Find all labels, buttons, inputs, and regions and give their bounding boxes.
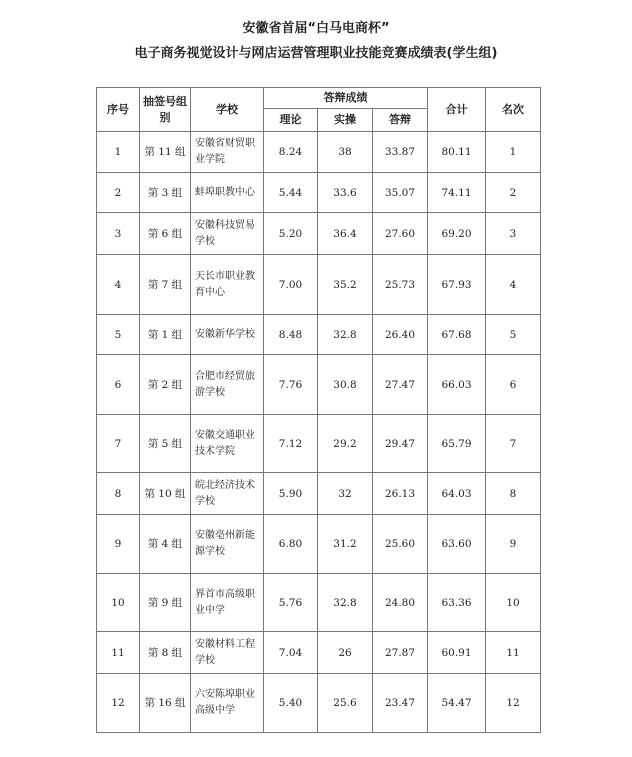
cell-school: 天长市职业教育中心 xyxy=(191,255,264,315)
table-row xyxy=(97,132,541,173)
cell-school: 六安陈埠职业高级中学 xyxy=(191,674,264,733)
cell-answer: 24.80 xyxy=(373,574,428,632)
cell-group: 第 5 组 xyxy=(140,415,191,473)
cell-index: 1 xyxy=(97,132,140,173)
cell-total: 80.11 xyxy=(428,132,486,173)
cell-answer: 27.60 xyxy=(373,213,428,255)
table-row xyxy=(97,674,541,733)
cell-group: 第 4 组 xyxy=(140,515,191,574)
cell-practice: 26 xyxy=(318,632,373,674)
cell-total: 74.11 xyxy=(428,173,486,213)
cell-total: 63.60 xyxy=(428,515,486,574)
cell-index: 11 xyxy=(97,632,140,674)
cell-index: 4 xyxy=(97,255,140,315)
cell-school: 蚌埠职教中心 xyxy=(191,173,264,213)
cell-group: 第 7 组 xyxy=(140,255,191,315)
header-defense: 答辩成绩 xyxy=(264,88,428,109)
cell-total: 69.20 xyxy=(428,213,486,255)
cell-answer: 27.47 xyxy=(373,355,428,415)
cell-practice: 31.2 xyxy=(318,515,373,574)
table-row xyxy=(97,415,541,473)
cell-group: 第 10 组 xyxy=(140,473,191,515)
cell-group: 第 9 组 xyxy=(140,574,191,632)
header-total: 合计 xyxy=(428,88,486,132)
cell-rank: 12 xyxy=(486,674,541,733)
cell-school: 界首市高级职业中学 xyxy=(191,574,264,632)
cell-practice: 33.6 xyxy=(318,173,373,213)
cell-school: 安徽新华学校 xyxy=(191,315,264,355)
cell-group: 第 16 组 xyxy=(140,674,191,733)
cell-school: 皖北经济技术学校 xyxy=(191,473,264,515)
cell-practice: 32.8 xyxy=(318,574,373,632)
cell-theory: 5.40 xyxy=(264,674,318,733)
cell-group: 第 6 组 xyxy=(140,213,191,255)
table-row xyxy=(97,255,541,315)
cell-school: 安徽交通职业技术学院 xyxy=(191,415,264,473)
cell-index: 8 xyxy=(97,473,140,515)
header-group: 抽签号组别 xyxy=(140,88,191,132)
table-row xyxy=(97,632,541,674)
cell-practice: 30.8 xyxy=(318,355,373,415)
cell-rank: 6 xyxy=(486,355,541,415)
cell-rank: 3 xyxy=(486,213,541,255)
cell-rank: 1 xyxy=(486,132,541,173)
cell-answer: 25.60 xyxy=(373,515,428,574)
cell-total: 64.03 xyxy=(428,473,486,515)
cell-index: 10 xyxy=(97,574,140,632)
cell-rank: 8 xyxy=(486,473,541,515)
cell-theory: 5.76 xyxy=(264,574,318,632)
cell-theory: 7.76 xyxy=(264,355,318,415)
cell-answer: 26.40 xyxy=(373,315,428,355)
cell-rank: 5 xyxy=(486,315,541,355)
cell-rank: 7 xyxy=(486,415,541,473)
cell-index: 6 xyxy=(97,355,140,415)
cell-rank: 11 xyxy=(486,632,541,674)
header-rank: 名次 xyxy=(486,88,541,132)
cell-theory: 6.80 xyxy=(264,515,318,574)
cell-answer: 29.47 xyxy=(373,415,428,473)
cell-total: 66.03 xyxy=(428,355,486,415)
cell-rank: 2 xyxy=(486,173,541,213)
cell-index: 3 xyxy=(97,213,140,255)
cell-total: 60.91 xyxy=(428,632,486,674)
cell-group: 第 8 组 xyxy=(140,632,191,674)
cell-group: 第 1 组 xyxy=(140,315,191,355)
cell-school: 安徽亳州新能源学校 xyxy=(191,515,264,574)
results-table xyxy=(96,87,541,733)
cell-theory: 5.44 xyxy=(264,173,318,213)
cell-theory: 8.24 xyxy=(264,132,318,173)
cell-theory: 5.90 xyxy=(264,473,318,515)
header-row xyxy=(97,88,541,109)
cell-group: 第 11 组 xyxy=(140,132,191,173)
cell-theory: 7.12 xyxy=(264,415,318,473)
table-row xyxy=(97,473,541,515)
header-school: 学校 xyxy=(191,88,264,132)
cell-answer: 33.87 xyxy=(373,132,428,173)
header-index: 序号 xyxy=(97,88,140,132)
cell-answer: 26.13 xyxy=(373,473,428,515)
cell-index: 9 xyxy=(97,515,140,574)
cell-rank: 4 xyxy=(486,255,541,315)
cell-total: 67.68 xyxy=(428,315,486,355)
cell-answer: 25.73 xyxy=(373,255,428,315)
cell-answer: 35.07 xyxy=(373,173,428,213)
table-row xyxy=(97,574,541,632)
table-row xyxy=(97,355,541,415)
cell-index: 12 xyxy=(97,674,140,733)
table-row xyxy=(97,173,541,213)
cell-practice: 25.6 xyxy=(318,674,373,733)
cell-rank: 9 xyxy=(486,515,541,574)
cell-school: 安徽省财贸职业学院 xyxy=(191,132,264,173)
cell-theory: 7.00 xyxy=(264,255,318,315)
cell-theory: 8.48 xyxy=(264,315,318,355)
cell-practice: 35.2 xyxy=(318,255,373,315)
cell-theory: 5.20 xyxy=(264,213,318,255)
document-subtitle: 电子商务视觉设计与网店运营管理职业技能竞赛成绩表(学生组) xyxy=(134,46,498,61)
cell-school: 合肥市经贸旅游学校 xyxy=(191,355,264,415)
table-row xyxy=(97,315,541,355)
header-practice: 实操 xyxy=(318,109,373,132)
cell-total: 63.36 xyxy=(428,574,486,632)
table-row xyxy=(97,213,541,255)
cell-rank: 10 xyxy=(486,574,541,632)
cell-index: 7 xyxy=(97,415,140,473)
cell-theory: 7.04 xyxy=(264,632,318,674)
header-answer: 答辩 xyxy=(373,109,428,132)
cell-index: 5 xyxy=(97,315,140,355)
cell-answer: 27.87 xyxy=(373,632,428,674)
cell-total: 54.47 xyxy=(428,674,486,733)
cell-group: 第 2 组 xyxy=(140,355,191,415)
cell-practice: 32.8 xyxy=(318,315,373,355)
document-title: 安徽省首届“白马电商杯” xyxy=(242,21,390,36)
cell-school: 安徽材料工程学校 xyxy=(191,632,264,674)
cell-total: 65.79 xyxy=(428,415,486,473)
table-row xyxy=(97,515,541,574)
cell-practice: 29.2 xyxy=(318,415,373,473)
cell-practice: 32 xyxy=(318,473,373,515)
cell-index: 2 xyxy=(97,173,140,213)
cell-practice: 38 xyxy=(318,132,373,173)
header-theory: 理论 xyxy=(264,109,318,132)
cell-total: 67.93 xyxy=(428,255,486,315)
cell-practice: 36.4 xyxy=(318,213,373,255)
cell-school: 安徽科技贸易学校 xyxy=(191,213,264,255)
cell-answer: 23.47 xyxy=(373,674,428,733)
cell-group: 第 3 组 xyxy=(140,173,191,213)
